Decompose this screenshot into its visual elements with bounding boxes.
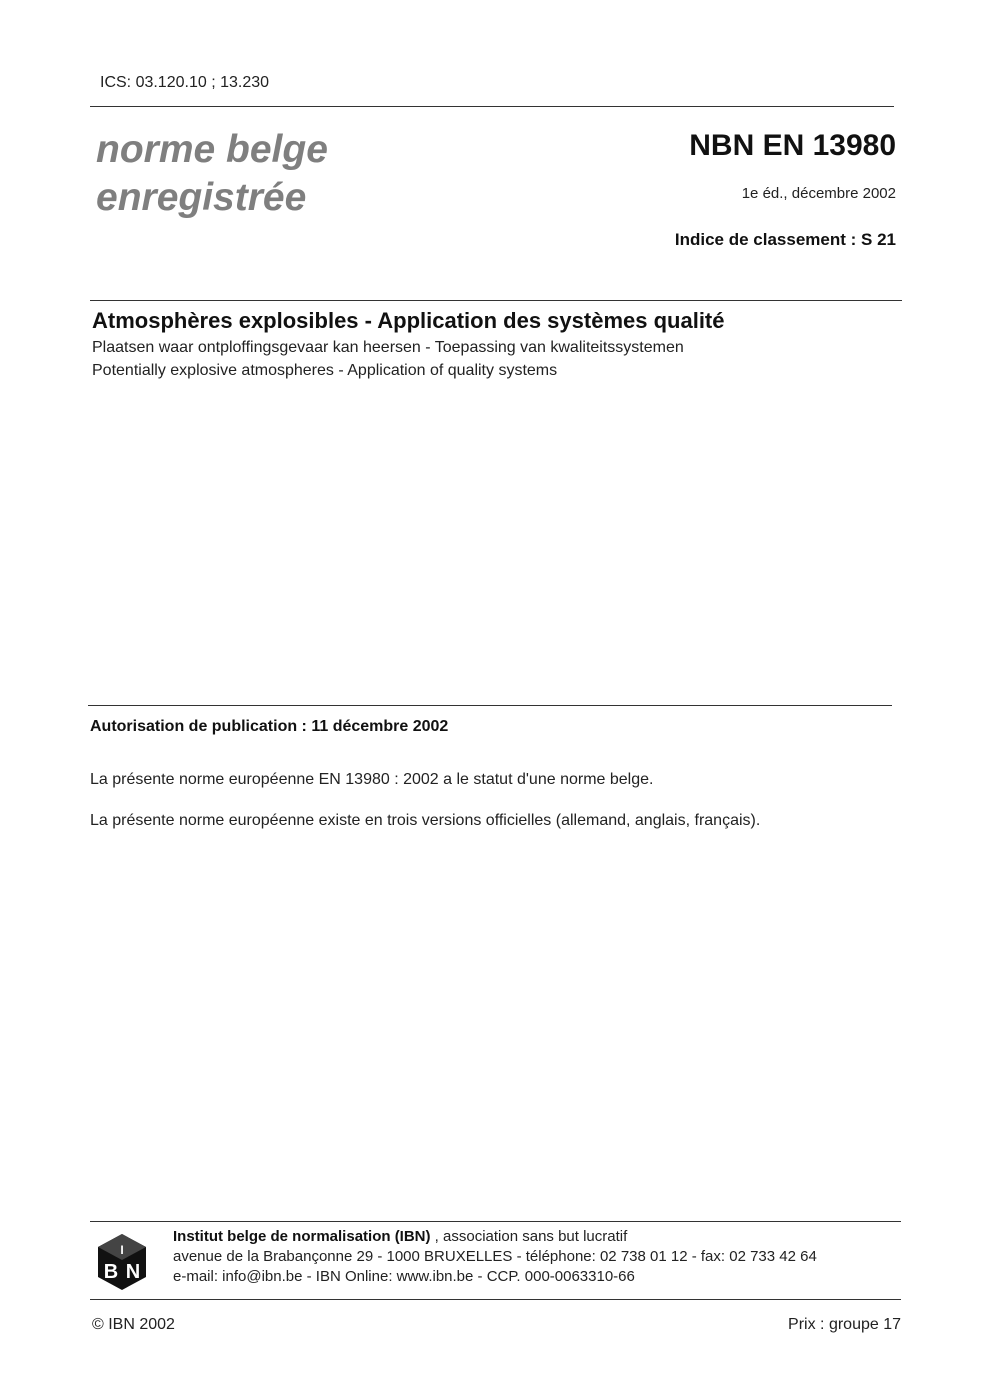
footer-top-divider xyxy=(90,1221,901,1222)
title-dutch: Plaatsen waar ontploffingsgevaar kan heersen - Toepassing van kwaliteitssystemen xyxy=(92,339,684,356)
svg-text:I: I xyxy=(120,1243,124,1257)
edition-date: 1e éd., décembre 2002 xyxy=(741,185,896,202)
body-divider xyxy=(88,705,892,706)
ics-codes: ICS: 03.120.10 ; 13.230 xyxy=(100,74,270,91)
publication-authorization: Autorisation de publication : 11 décembre 2002 xyxy=(90,718,449,735)
versions-statement: La présente norme européenne existe en trois versions officielles (allemand, anglais, français). xyxy=(90,812,761,829)
institute-address: avenue de la Brabançonne 29 - 1000 BRUXELLES - téléphone: 02 738 01 12 - fax: 02 733 42 64 xyxy=(173,1248,817,1265)
title-french: Atmosphères explosibles - Application des systèmes qualité xyxy=(92,308,725,333)
institute-line xyxy=(173,1228,627,1245)
status-statement: La présente norme européenne EN 13980 : 2002 a le statut d'une norme belge. xyxy=(90,771,654,788)
institute-contact: e-mail: info@ibn.be - IBN Online: www.ibn.be - CCP. 000-0063310-66 xyxy=(173,1268,635,1285)
svg-text:B: B xyxy=(103,1261,119,1283)
price-group: Prix : groupe 17 xyxy=(788,1316,901,1333)
standard-number: NBN EN 13980 xyxy=(689,129,896,162)
institute-name: Institut belge de normalisation (IBN) xyxy=(173,1228,431,1245)
footer-bottom-divider xyxy=(90,1299,901,1300)
title-divider xyxy=(90,300,902,301)
svg-text:N: N xyxy=(125,1261,141,1283)
title-english: Potentially explosive atmospheres - Application of quality systems xyxy=(92,362,558,379)
ibn-logo-icon xyxy=(96,1232,148,1292)
top-divider xyxy=(90,106,894,107)
norme-belge-heading xyxy=(96,126,328,222)
classification-index: Indice de classement : S 21 xyxy=(674,230,896,249)
copyright: © IBN 2002 xyxy=(92,1316,175,1333)
norme-line-1: norme belge xyxy=(96,128,328,171)
norme-line-2: enregistrée xyxy=(96,176,307,219)
institute-suffix: , association sans but lucratif xyxy=(430,1228,628,1245)
